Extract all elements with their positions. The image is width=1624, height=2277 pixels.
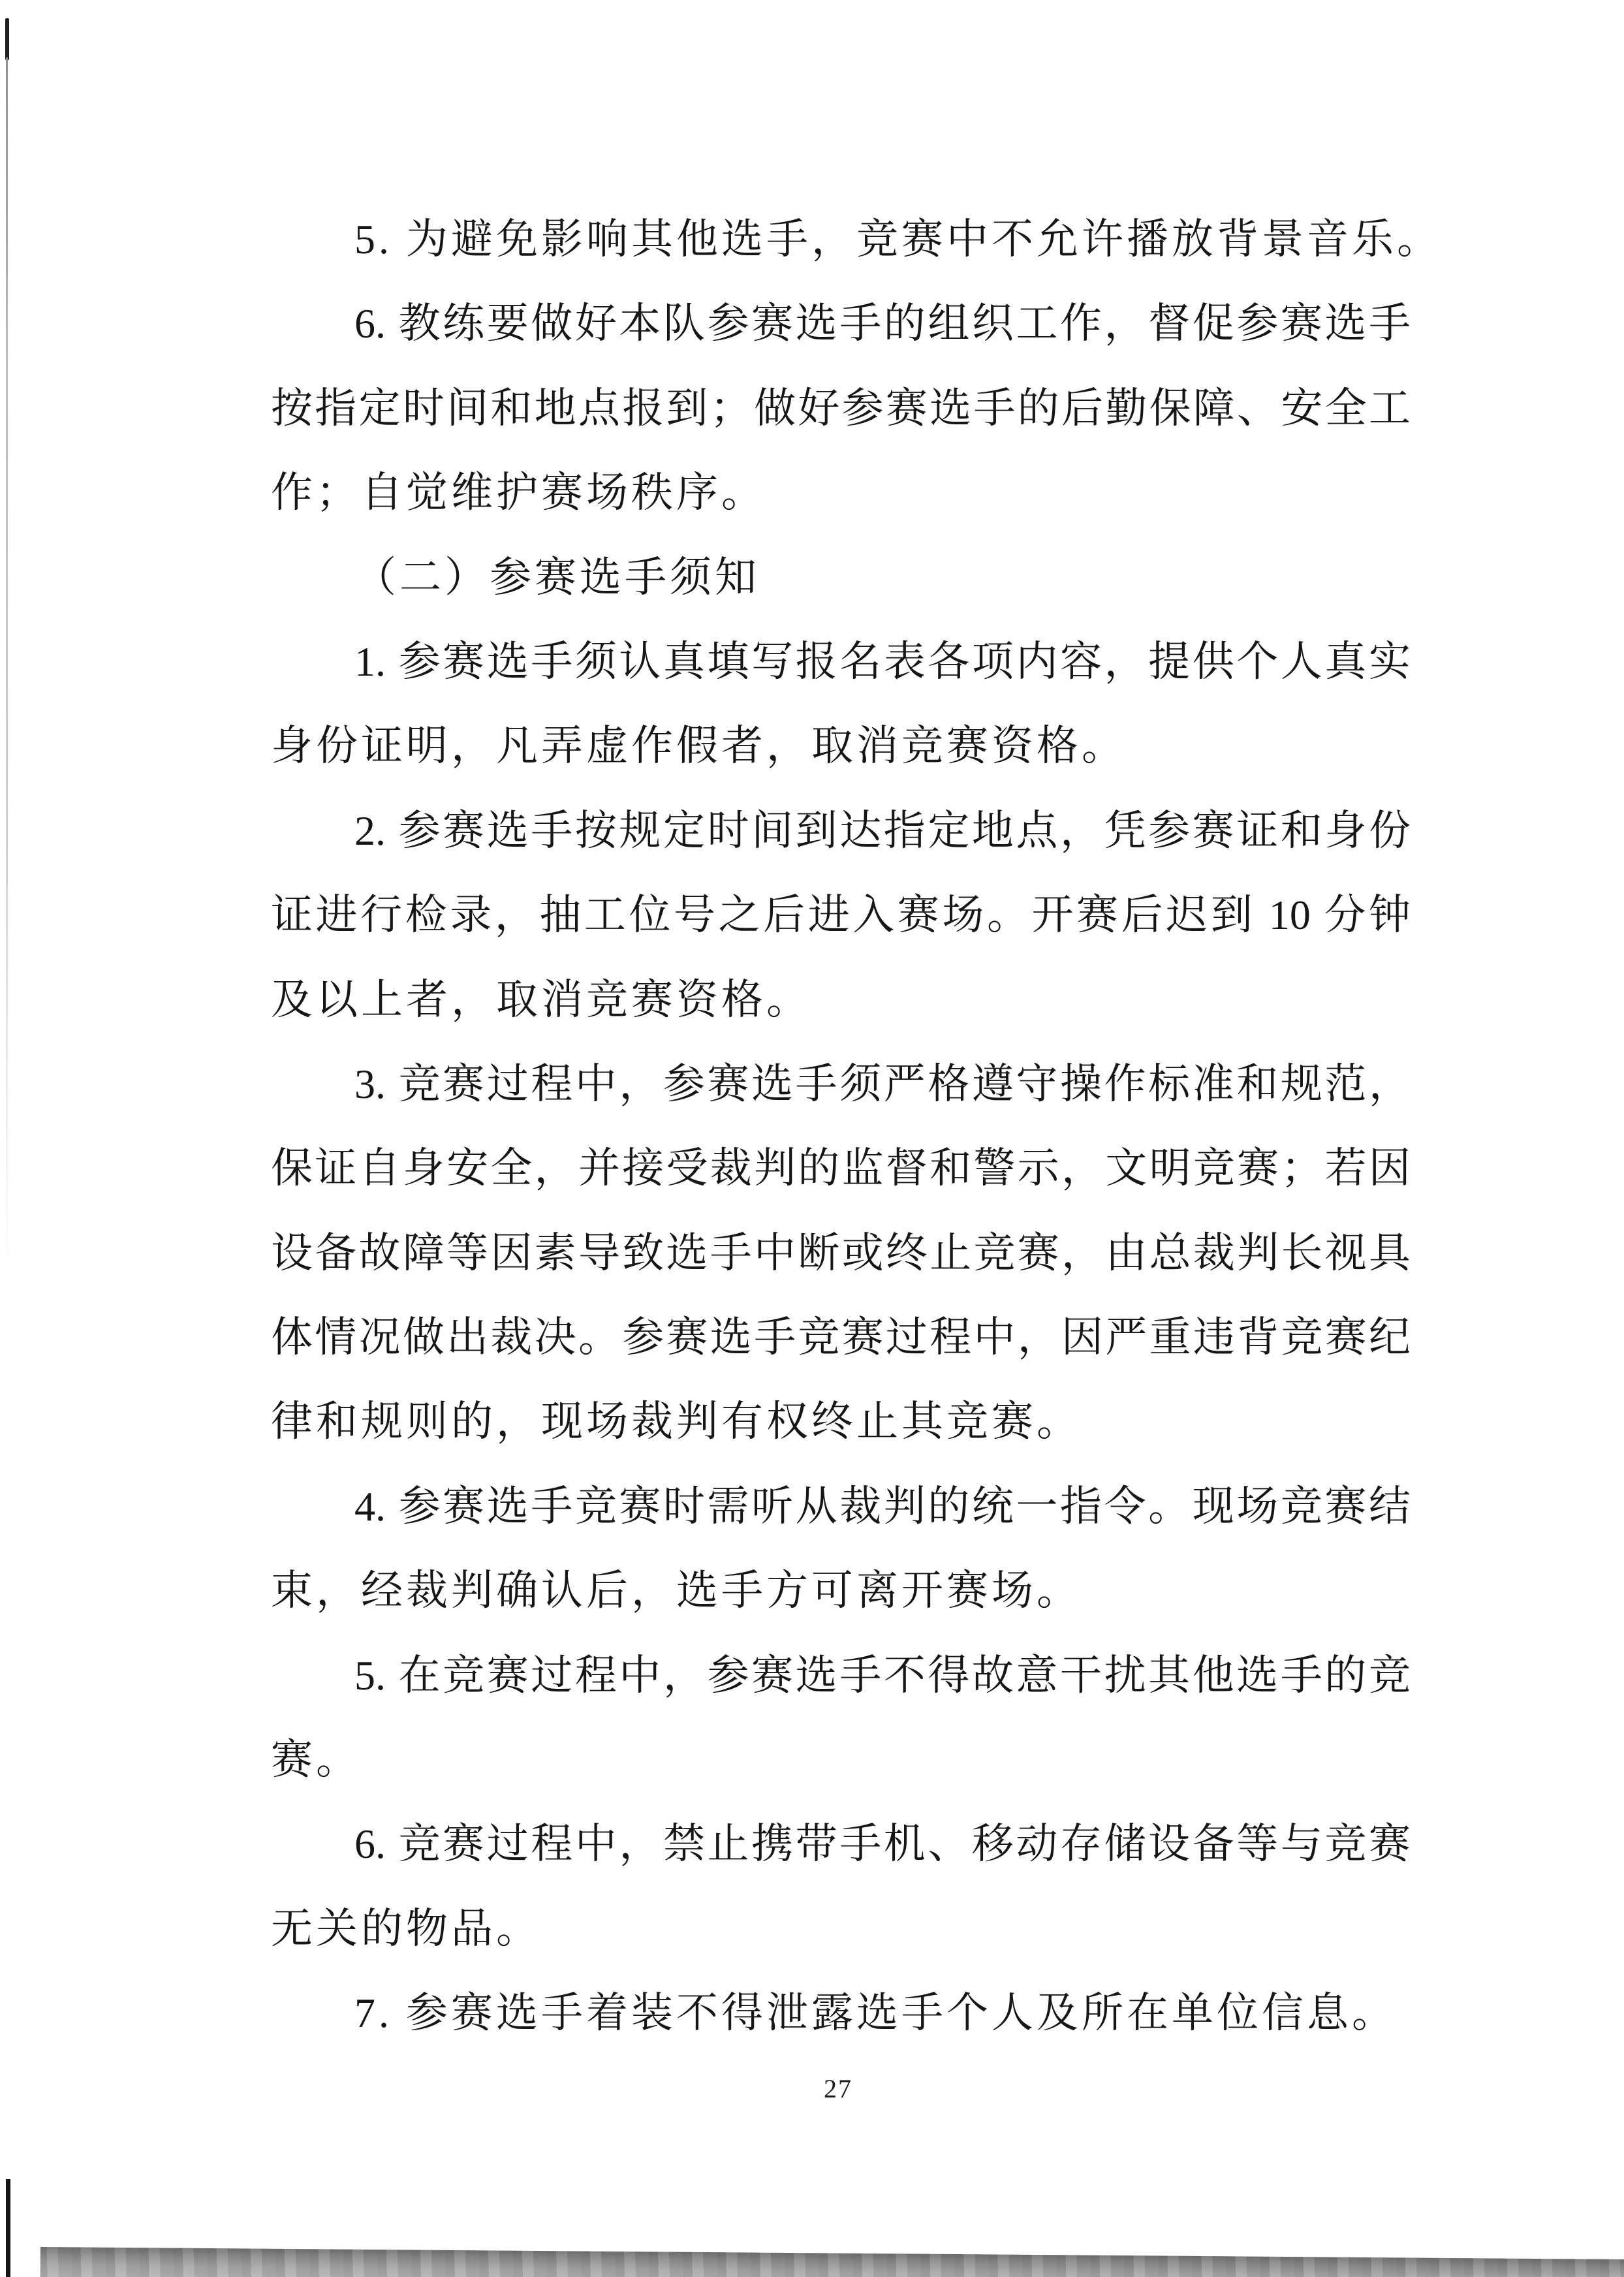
text-line: 设备故障等因素导致选手中断或终止竞赛，由总裁判长视具: [271, 1229, 1411, 1276]
text-line: 2. 参赛选手按规定时间到达指定地点，凭参赛证和身份: [354, 807, 1411, 854]
scan-edge-line-faint: [6, 57, 8, 1265]
text-line: 3. 竞赛过程中，参赛选手须严格遵守操作标准和规范，: [354, 1060, 1411, 1107]
text-line: 作；自觉维护赛场秩序。: [271, 469, 766, 516]
text-line: 1. 参赛选手须认真填写报名表各项内容，提供个人真实: [354, 638, 1411, 685]
scan-edge-line-top: [5, 18, 9, 60]
text-line: 6. 竞赛过程中，禁止携带手机、移动存储设备等与竞赛: [354, 1821, 1411, 1868]
text-line: 保证自身安全，并接受裁判的监督和警示，文明竞赛；若因: [271, 1145, 1411, 1192]
text-line: 束，经裁判确认后，选手方可离开赛场。: [271, 1567, 1082, 1614]
text-block: [271, 197, 1442, 2056]
text-line: 按指定时间和地点报到；做好参赛选手的后勤保障、安全工: [271, 385, 1411, 432]
text-line: 律和规则的，现场裁判有权终止其竞赛。: [271, 1398, 1082, 1445]
text-line: 无关的物品。: [271, 1905, 541, 1952]
text-line: 7. 参赛选手着装不得泄露选手个人及所在单位信息。: [354, 1990, 1397, 2037]
text-line: 身份证明，凡弄虚作假者，取消竞赛资格。: [271, 723, 1127, 770]
page-number: 27: [824, 2074, 852, 2103]
scan-edge-line-bottom: [6, 2179, 10, 2277]
scan-bottom-shadow-band: [40, 2247, 1624, 2277]
text-line: （二）参赛选手须知: [354, 554, 760, 601]
text-line: 体情况做出裁决。参赛选手竞赛过程中，因严重违背竞赛纪: [271, 1314, 1411, 1361]
text-line: 及以上者，取消竞赛资格。: [271, 976, 811, 1023]
text-line: 证进行检录，抽工位号之后进入赛场。开赛后迟到 10 分钟: [271, 892, 1411, 939]
text-line: 5. 在竞赛过程中，参赛选手不得故意干扰其他选手的竞: [354, 1652, 1411, 1699]
text-line: 5. 为避免影响其他选手，竞赛中不允许播放背景音乐。: [354, 216, 1442, 262]
text-line: 6. 教练要做好本队参赛选手的组织工作，督促参赛选手: [354, 300, 1411, 347]
text-line: 赛。: [271, 1736, 361, 1783]
text-line: 4. 参赛选手竞赛时需听从裁判的统一指令。现场竞赛结: [354, 1483, 1411, 1530]
